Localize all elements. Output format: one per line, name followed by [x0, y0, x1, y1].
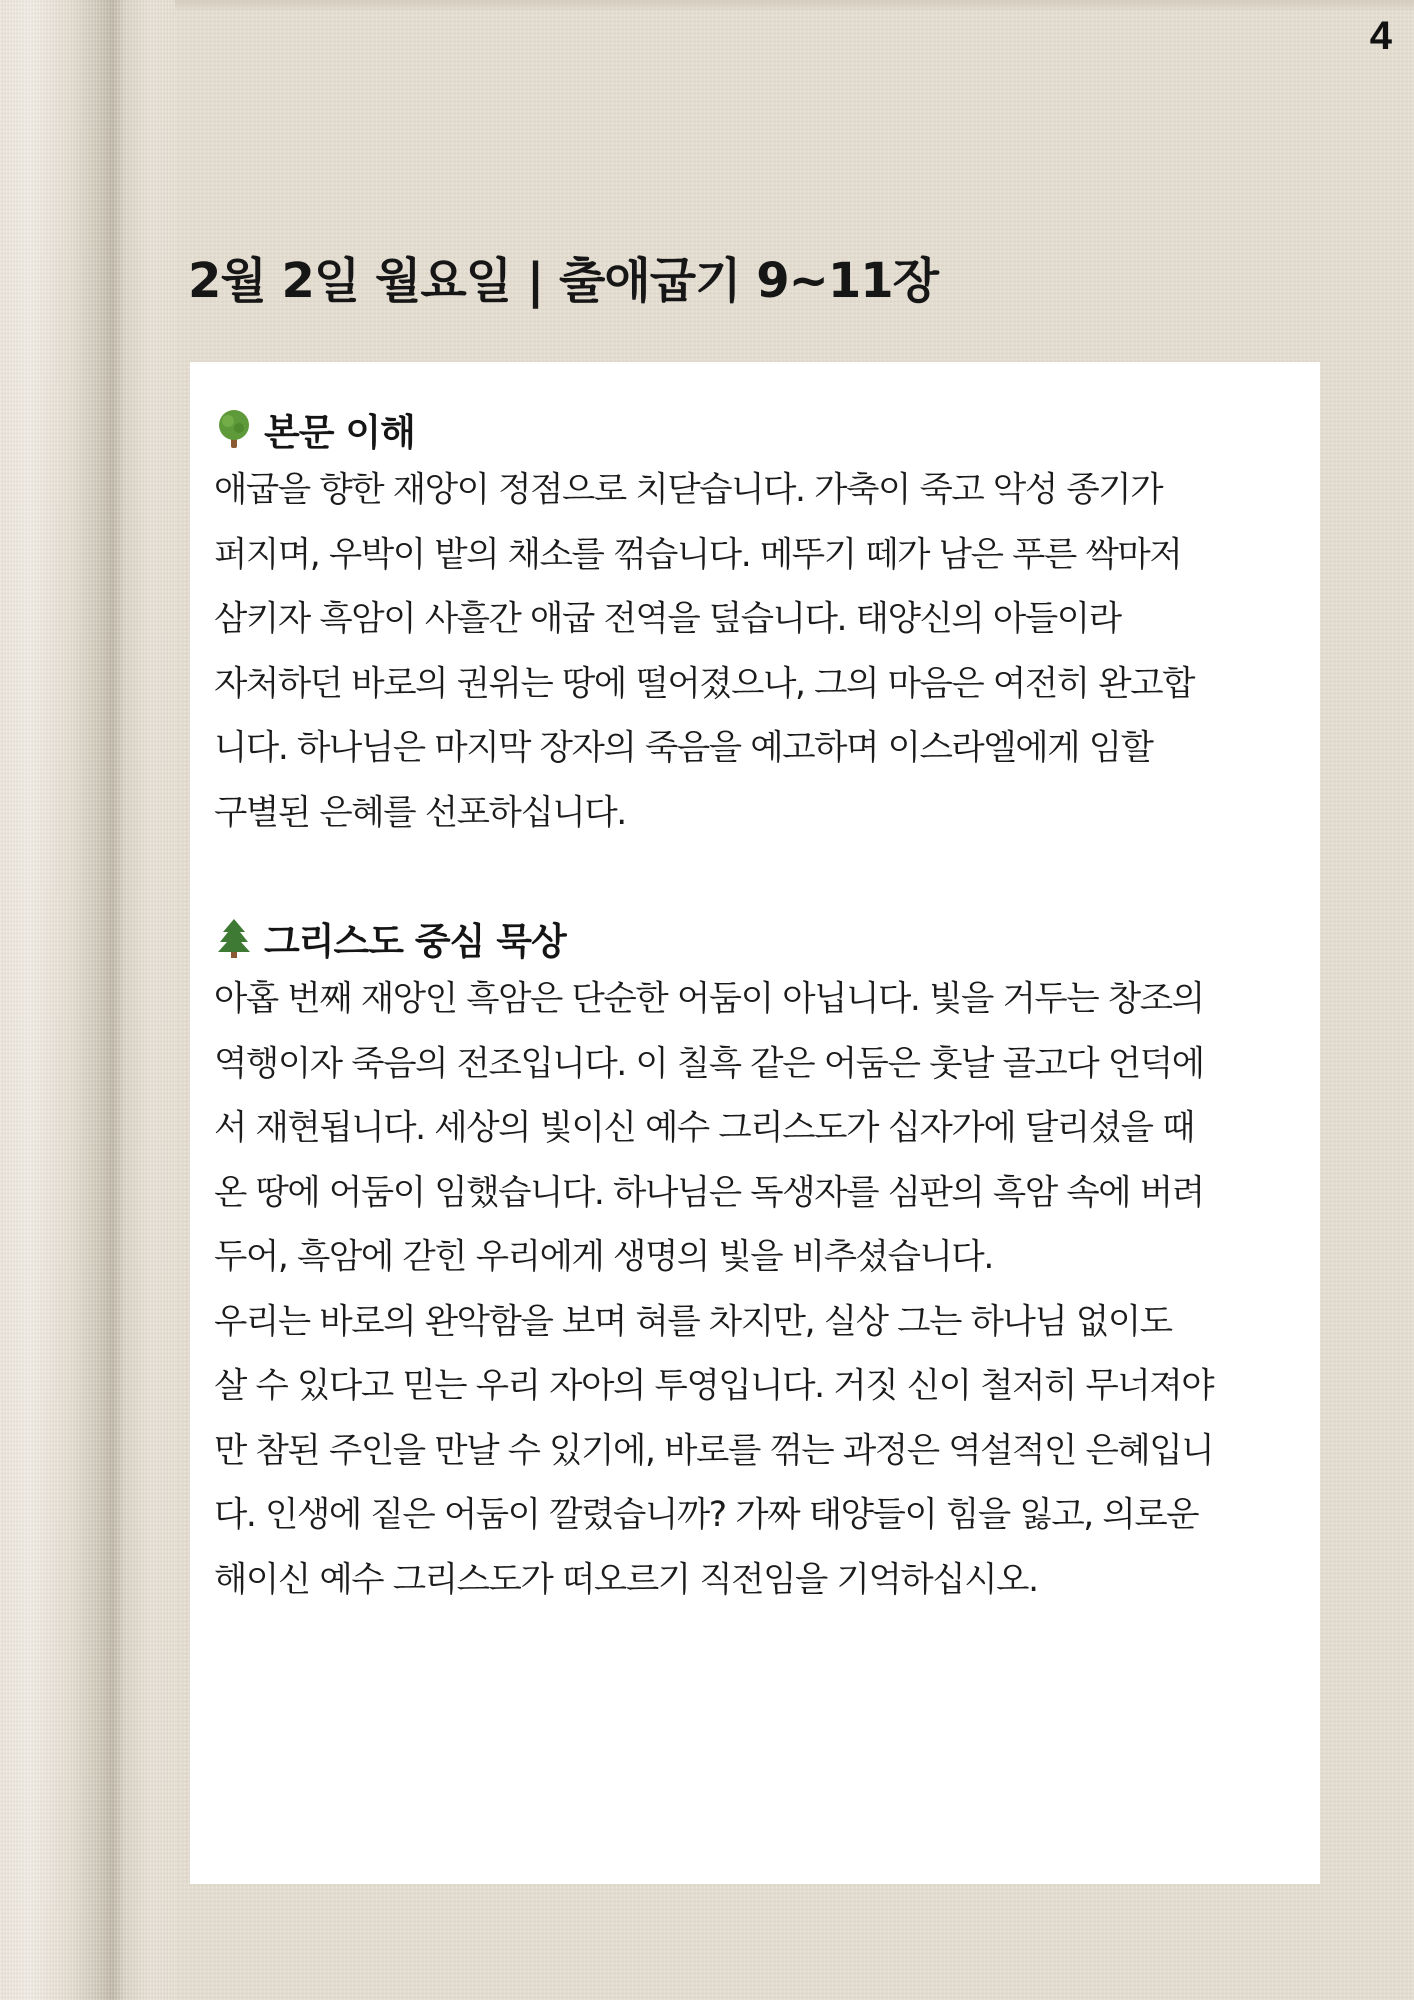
section-christ-centered-meditation — [214, 909, 1296, 1612]
body-line: 역행이자 죽음의 전조입니다. 이 칠흑 같은 어둠은 훗날 골고다 언덕에 — [214, 1043, 1204, 1084]
section-heading-label: 그리스도 중심 묵상 — [264, 920, 566, 963]
deciduous-tree-icon — [214, 408, 254, 450]
body-line: 아홉 번째 재앙인 흑암은 단순한 어둠이 아닙니다. 빛을 거두는 창조의 — [214, 979, 1204, 1019]
body-line: 만 참된 주인을 만날 수 있기에, 바로를 꺾는 과정은 역설적인 은혜입니 — [214, 1430, 1214, 1471]
body-line: 다. 인생에 짙은 어둠이 깔렸습니까? 가짜 태양들이 힘을 잃고, 의로운 — [214, 1495, 1199, 1535]
page-title: 2월 2일 월요일 | 출애굽기 9~11장 — [188, 253, 938, 309]
body-line: 애굽을 향한 재앙이 정점으로 치닫습니다. 가축이 죽고 악성 종기가 — [214, 470, 1163, 510]
body-line: 우리는 바로의 완악함을 보며 혀를 차지만, 실상 그는 하나님 없이도 — [214, 1301, 1172, 1342]
content-card — [190, 362, 1320, 1884]
section-heading-label: 본문 이해 — [264, 411, 415, 454]
section-heading — [214, 400, 1296, 458]
body-line: 퍼지며, 우박이 밭의 채소를 꺾습니다. 메뚜기 떼가 남은 푸른 싹마저 — [214, 534, 1182, 575]
body-line: 니다. 하나님은 마지막 장자의 죽음을 예고하며 이스라엘에게 임할 — [214, 728, 1153, 768]
body-line: 자처하던 바로의 권위는 땅에 떨어졌으나, 그의 마음은 여전히 완고합 — [214, 663, 1195, 704]
body-line: 두어, 흑암에 갇힌 우리에게 생명의 빛을 비추셨습니다. — [214, 1237, 993, 1277]
body-line: 해이신 예수 그리스도가 떠오르기 직전임을 기억하십시오. — [214, 1559, 1038, 1600]
body-line: 온 땅에 어둠이 임했습니다. 하나님은 독생자를 심판의 흑암 속에 버려 — [214, 1172, 1204, 1213]
body-line: 서 재현됩니다. 세상의 빛이신 예수 그리스도가 십자가에 달리셨을 때 — [214, 1108, 1195, 1148]
body-line: 구별된 은혜를 선포하십니다. — [214, 792, 626, 833]
body-line: 살 수 있다고 믿는 우리 자아의 투영입니다. 거짓 신이 철저히 무너져야 — [214, 1366, 1214, 1406]
section-heading — [214, 909, 1296, 967]
page-number: 4 — [1369, 14, 1392, 58]
body-line: 삼키자 흑암이 사흘간 애굽 전역을 덮습니다. 태양신의 아들이라 — [214, 599, 1121, 639]
section-body — [214, 458, 1296, 845]
evergreen-tree-icon — [214, 917, 254, 959]
page-edge-shadow — [130, 0, 1414, 12]
section-body — [214, 967, 1296, 1612]
spine-texture — [0, 0, 175, 2000]
section-text-understanding — [214, 400, 1296, 845]
